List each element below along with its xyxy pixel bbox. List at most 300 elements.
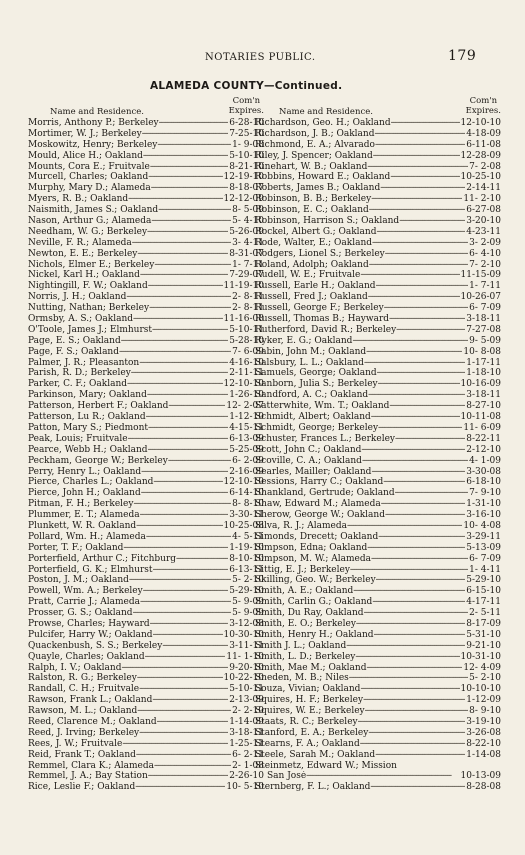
list-item [28,347,264,358]
leader-dots [371,554,468,565]
leader-dots [367,162,468,173]
list-item [255,706,501,717]
entry-expires: 11- 1-10 [226,651,264,662]
entry-expires: 5-29-10 [229,586,264,597]
list-item [28,205,264,216]
entry-expires: 2- 8-11 [232,292,264,303]
leader-dots [395,434,465,445]
entry-expires: 3-19-10 [466,716,501,727]
leader-dots [375,140,465,151]
entry-expires: 2-13-09 [229,695,264,706]
entry-expires: 5-28-10 [229,335,264,346]
entry-name: Pulcifer, Harry W.; Oakland [28,629,153,640]
name-header: Name and Residence. [50,107,144,117]
list-item [28,456,264,467]
entry-expires: 2-14-11 [466,183,501,194]
entry-name: Newton, E. E.; Berkeley [28,248,138,259]
list-item [255,336,501,347]
leader-dots [148,172,222,183]
entry-expires: 12-10-10 [223,477,264,488]
entry-name: Rinehart, W. B.; Oakland [255,161,368,172]
entry-expires: 8-22-10 [466,738,501,749]
entry-expires: 3-30-11 [229,510,264,521]
entry-expires: 8-31-07 [229,248,264,259]
entry-name: Russell, Thomas B.; Hayward [255,314,390,325]
leader-dots [372,597,465,608]
leader-dots [133,499,231,510]
list-item [28,303,264,314]
entry-expires: 2-12-10 [466,444,501,455]
list-item [28,467,264,478]
entry-expires: 1- 7-11 [232,259,264,270]
entry-name: Page, F. S.; Oakland [28,346,119,357]
list-item [255,510,501,521]
list-item [255,521,501,532]
list-item [28,314,264,325]
list-item [28,358,264,369]
list-item [28,750,264,761]
leader-dots [122,739,228,750]
entry-expires: 9-21-10 [466,640,501,651]
entry-name: Salsbury, L. L.; Oakland [255,357,364,368]
leader-dots [352,336,468,347]
list-item [255,641,501,652]
entry-expires: 9-20-10 [229,662,264,673]
leader-dots [148,281,223,292]
entry-expires: 5-29-10 [466,575,501,586]
leader-dots [176,554,228,565]
entry-expires: 10- 8-08 [463,346,501,357]
entry-name: Murphy, Mary D.; Alameda [28,183,151,194]
leader-dots [362,456,468,467]
expires-header-line2: Expires. [465,106,501,116]
leader-dots [137,673,223,684]
list-item [255,717,501,728]
entry-name: Patton, Mary S.; Piedmont [28,422,149,433]
leader-dots [152,325,228,336]
list-item [255,630,501,641]
entry-expires: 5- 2-10 [469,673,501,684]
entry-name: Murcell, Charles; Oakland [28,172,149,183]
leader-dots [148,423,228,434]
leader-dots [147,227,228,238]
leader-dots [375,750,465,761]
entry-name: Mortimer, W. J.; Berkeley [28,128,142,139]
entry-name: Russell, Fred J.; Oakland [255,292,368,303]
list-item [255,597,501,608]
list-item [255,477,501,488]
list-item [28,619,264,630]
list-item [28,249,264,260]
entry-name: Simpson, Edna; Oakland [255,542,368,553]
list-item [28,477,264,488]
leader-dots [391,118,460,129]
section-title: ALAMEDA COUNTY—Continued. [150,80,343,92]
entry-name: Reed, Clarence M.; Oakland [28,716,157,727]
entry-name: Porter, T. F.; Oakland [28,542,124,553]
entry-name: Sherow, George W.; Oakland [255,510,385,521]
list-item [255,684,501,695]
leader-dots [140,597,231,608]
right-column [255,96,501,793]
entry-expires: 5-10-10 [229,150,264,161]
entry-name: Patterson, Herbert F.; Oakland [28,401,169,412]
list-item [255,401,501,412]
entry-expires: 10-22-10 [223,673,264,684]
list-item [28,575,264,586]
leader-dots [360,684,459,695]
entry-name: Naismith, James S.; Oakland [28,205,159,216]
entry-expires: 1-12-09 [466,695,501,706]
list-item [255,771,501,782]
leader-dots [159,118,229,129]
entry-name: Steele, Sarah M.; Oakland [255,749,376,760]
list-item [255,325,501,336]
entry-expires: 9- 5-09 [469,335,501,346]
entry-expires: 1-25-11 [229,738,264,749]
entry-name: Rockel, Albert G.; Oakland [255,226,377,237]
entry-name: Squires, H. F.; Berkeley [255,695,364,706]
expires-header-line1: Com'n [232,96,261,106]
entry-name: Sneden, M. B.; Niles [255,673,349,684]
list-item [255,695,501,706]
leader-dots [158,205,231,216]
leader-dots [360,739,466,750]
entry-expires: 5-13-09 [466,542,501,553]
leader-dots [384,303,468,314]
leader-dots [148,771,229,782]
list-item [28,172,264,183]
entry-name: Remmel, Clara K.; Alameda [28,760,154,771]
entry-expires: 4- 1-09 [469,455,501,466]
entry-name: Perry, Henry L.; Oakland [28,466,142,477]
entry-expires: 6- 2-11 [232,749,264,760]
entry-expires: 1- 9-08 [232,139,264,150]
leader-dots [378,532,465,543]
entry-name: Sittig, E. J.; Berkeley [255,564,350,575]
entry-name: Parkinson, Mary; Oakland [28,390,147,401]
entry-expires: 5- 9-09 [232,597,264,608]
leader-dots [366,347,462,358]
leader-dots [361,445,465,456]
entry-name: Robinson, B. B.; Berkeley [255,194,372,205]
entry-name: Satterwhite, Wm. T.; Oakland [255,401,390,412]
list-item [255,456,501,467]
leader-dots [149,303,231,314]
entry-expires: 2- 1-08 [232,760,264,771]
entry-expires: 3-30-08 [466,466,501,477]
entry-expires: 3-11-11 [229,640,264,651]
entry-name: O'Toole, James J.; Elmhurst [28,324,153,335]
leader-dots [395,488,469,499]
entry-name: Morris, Anthony P.; Berkeley [28,118,159,128]
entry-expires: 10- 4-08 [463,520,501,531]
leader-dots [140,270,228,281]
entry-name: Stanford, E. A.; Berkeley [255,727,369,738]
list-item [255,238,501,249]
entry-expires: 7-27-08 [466,324,501,335]
list-item [255,347,501,358]
leader-dots [378,379,460,390]
leader-dots [121,336,229,347]
list-item [28,216,264,227]
entry-name: Schuster, Frances L.; Berkeley [255,433,395,444]
list-item [255,467,501,478]
leader-dots [128,434,229,445]
list-item [255,140,501,151]
entry-expires: 6- 2-09 [232,455,264,466]
leader-dots [148,445,229,456]
entry-expires: 10-13-09 [460,771,501,782]
list-item [255,586,501,597]
list-item [28,336,264,347]
entry-name: Searles, Mailler; Oakland [255,466,372,477]
entry-name: Smith, E. O.; Berkeley [255,618,356,629]
entry-name: San José [267,771,307,782]
list-item [28,325,264,336]
entry-name: Schmidt, Albert; Oakland [255,412,371,423]
entry-expires: 5- 9-09 [232,608,264,619]
entry-expires: 4- 5-11 [232,531,264,542]
entry-expires: 10-30-10 [223,629,264,640]
leader-dots [157,140,231,151]
list-item [28,270,264,281]
list-item [255,358,501,369]
entry-name: Russell, Earle H.; Oakland [255,281,376,292]
entry-expires: 4-23-11 [466,226,501,237]
list-item [255,728,501,739]
entry-expires: 3-12-08 [229,618,264,629]
entry-expires: 1-14-09 [229,716,264,727]
entry-name: Prosser, G. S.; Oakland [28,608,133,619]
entry-expires: 10-11-08 [460,412,501,423]
list-item [28,140,264,151]
list-item [255,368,501,379]
entry-expires: 12-10-10 [460,118,501,128]
entry-name: Skilling, Geo. W.; Berkeley [255,575,376,586]
list-item [255,227,501,238]
entry-name: Mould, Alice H.; Oakland [28,150,143,161]
entry-expires: 2- 5-11 [469,608,501,619]
list-item [28,260,264,271]
list-item [255,543,501,554]
list-item [28,543,264,554]
list-item [28,554,264,565]
leader-dots [373,151,460,162]
entry-name: Poston, J. M.; Oakland [28,575,129,586]
leader-dots [146,532,231,543]
entry-expires: 1-14-08 [466,749,501,760]
entry-name: Ryker, E. G.; Oakland [255,335,353,346]
list-item [28,510,264,521]
entry-expires: 7- 9-10 [469,488,501,499]
entry-name: Pollard, Wm. H.; Alameda [28,531,146,542]
entry-expires: 11- 2-10 [463,194,501,205]
entry-expires: 12-19-10 [223,172,264,183]
entry-expires: 11-19-10 [223,281,264,292]
leader-dots [381,499,466,510]
entry-expires: 3- 4-11 [232,237,264,248]
entry-expires: 2-11-11 [229,368,264,379]
entry-expires: 8-10-10 [229,553,264,564]
list-item [28,390,264,401]
entry-expires: 5-10-11 [229,324,264,335]
leader-dots [374,129,465,140]
entry-expires: 5- 4-10 [232,216,264,227]
entry-name: Mounts, Cora E.; Fruitvale [28,161,150,172]
entry-name: Rees, J. W.; Fruitvale [28,738,123,749]
leader-dots [141,488,229,499]
left-column [28,96,264,793]
entry-expires: 8-21-10 [229,161,264,172]
name-header: Name and Residence. [279,107,373,117]
entry-expires: 5-10-11 [229,684,264,695]
leader-dots [126,292,231,303]
entry-name: Sessions, Harry C.; Oakland [255,477,384,488]
list-item [28,771,264,782]
list-item [28,118,264,129]
entry-name: Simpson, M. W.; Alameda [255,553,371,564]
entry-expires: 11- 6-09 [463,422,501,433]
entry-name: Smith J. L.; Oakland [255,640,347,651]
entry-name: Shankland, Gertrude; Oakland [255,488,395,499]
leader-dots [371,194,462,205]
entry-expires: 2-16-09 [229,466,264,477]
left-column-header [28,96,264,118]
entry-name: Silva, R. J.; Alameda [255,520,347,531]
list-item [28,630,264,641]
entry-name: Sternberg, F. L.; Oakland [255,782,371,793]
entry-expires: 7- 6-09 [232,346,264,357]
list-item [255,608,501,619]
entry-name: Smith, A. E.; Oakland [255,586,354,597]
entry-expires: 1-12-10 [229,412,264,423]
entry-name: Robbins, Howard E.; Oakland [255,172,391,183]
leader-dots [350,565,468,576]
entry-name: Peckham, George W.; Berkeley [28,455,168,466]
entry-expires: 12-28-09 [460,150,501,161]
entry-name: Richardson, Geo. H.; Oakland [255,118,391,128]
list-item [255,782,501,793]
left-entry-list [28,118,264,793]
leader-dots [147,390,228,401]
leader-dots [370,782,465,793]
entry-name: Richmond, E. A.; Alvarado [255,139,375,150]
leader-dots [383,477,465,488]
entry-expires: 10-31-10 [460,651,501,662]
entry-expires: 10-25-08 [223,520,264,531]
list-item [28,532,264,543]
list-item [28,129,264,140]
entry-expires: 8-27-10 [466,401,501,412]
leader-dots [146,412,229,423]
list-item [255,739,501,750]
list-item [255,445,501,456]
leader-dots [133,608,232,619]
leader-dots [153,565,229,576]
leader-dots [368,390,465,401]
entry-name: Moskowitz, Henry; Berkeley [28,139,158,150]
list-item [28,717,264,728]
right-entry-list [255,118,501,793]
list-item [255,390,501,401]
entry-expires: 10-25-10 [460,172,501,183]
list-item [28,782,264,793]
entry-expires: 11-15-09 [460,270,501,281]
list-item [28,162,264,173]
leader-dots [347,521,462,532]
leader-dots [162,641,228,652]
list-item [255,118,501,129]
list-item [255,172,501,183]
entry-expires: 4-15-11 [229,422,264,433]
leader-dots [142,129,229,140]
list-item [255,129,501,140]
list-item [255,292,501,303]
leader-dots [376,227,465,238]
list-item [28,739,264,750]
entry-name: Quayle, Charles; Oakland [28,651,145,662]
list-item [28,641,264,652]
entry-name: Sandford, A. C.; Oakland [255,390,369,401]
leader-dots [374,630,466,641]
leader-dots [136,521,222,532]
entry-expires: 5-26-09 [229,226,264,237]
entry-name: Rawson, M. L.; Oakland [28,706,138,717]
entry-name: Smith, L. D.; Berkeley [255,651,356,662]
entry-name: Reid, Frank T.; Oakland [28,749,136,760]
entry-name: Rudell, W. E.; Fruitvale [255,270,361,281]
entry-name: Nightingill, F. W.; Oakland [28,281,148,292]
entry-expires: 10-10-10 [460,684,501,695]
list-item [28,183,264,194]
list-item [28,445,264,456]
entry-expires: 2- 8-11 [232,303,264,314]
entry-name: Prowse, Charles; Hayward [28,618,150,629]
page-number: 179 [448,48,477,64]
entry-expires: 1- 4-11 [469,564,501,575]
entry-expires: 6-13-09 [229,433,264,444]
leader-dots [132,238,231,249]
list-item [28,238,264,249]
entry-name: Ormsby, A. S.; Oakland [28,314,134,325]
entry-expires: 1-19-10 [229,542,264,553]
entry-name: Russell, George F.; Berkeley [255,303,384,314]
list-item [28,521,264,532]
entry-expires: 3-20-10 [466,216,501,227]
list-item [28,652,264,663]
leader-dots [385,249,468,260]
entry-name: Sanborn, Julia S.; Berkeley [255,379,378,390]
entry-name: Patterson, Lu R.; Oakland [28,412,146,423]
list-item [28,423,264,434]
list-item [28,227,264,238]
leader-dots [368,728,465,739]
list-item [28,379,264,390]
entry-expires: 6-11-08 [466,139,501,150]
entry-name: Pierce, John H.; Oakland [28,488,141,499]
entry-expires: 10-16-09 [460,379,501,390]
entry-name: Rice, Leslie F.; Oakland [28,782,136,793]
entry-expires: 5-25-09 [229,444,264,455]
list-item [255,575,501,586]
leader-dots [153,477,222,488]
entry-name: Scoville, C. A.; Oakland [255,455,362,466]
list-item [28,281,264,292]
list-item [255,423,501,434]
list-item [28,401,264,412]
list-item [28,608,264,619]
